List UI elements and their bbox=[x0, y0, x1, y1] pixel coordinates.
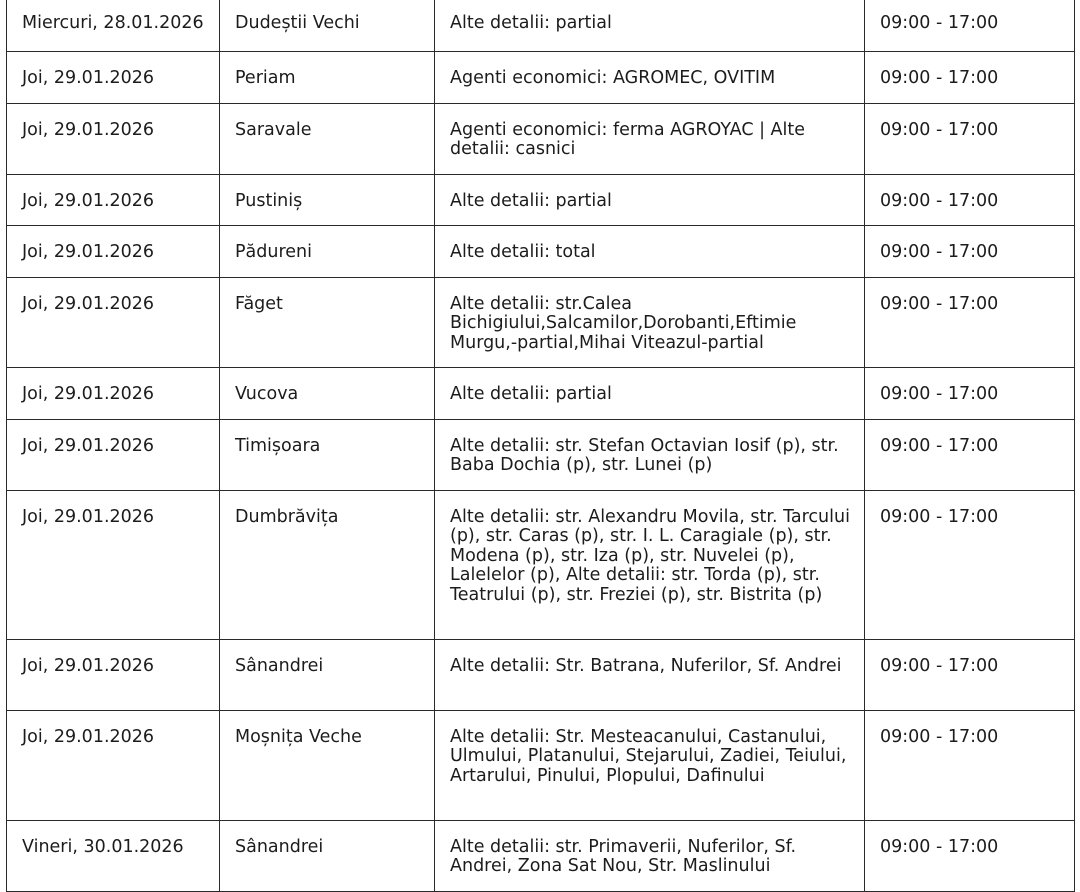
location-cell: Sânandrei bbox=[220, 820, 435, 891]
table-row bbox=[7, 639, 1075, 710]
hours-cell: 09:00 - 17:00 bbox=[865, 52, 1075, 104]
hours-cell: 09:00 - 17:00 bbox=[865, 490, 1075, 639]
location-cell: Pădureni bbox=[220, 226, 435, 278]
date-cell: Joi, 29.01.2026 bbox=[7, 639, 220, 710]
date-cell: Joi, 29.01.2026 bbox=[7, 103, 220, 174]
hours-cell: 09:00 - 17:00 bbox=[865, 103, 1075, 174]
date-cell: Joi, 29.01.2026 bbox=[7, 174, 220, 226]
details-cell: Alte detalii: partial bbox=[435, 0, 865, 52]
location-cell: Periam bbox=[220, 52, 435, 104]
hours-cell: 09:00 - 17:00 bbox=[865, 419, 1075, 490]
location-cell: Dudeștii Vechi bbox=[220, 0, 435, 52]
details-cell: Alte detalii: Str. Mesteacanului, Castanului, Ulmului, Platanului, Stejarului, Zadiei, Teiului, Artarului, Pinului, Plopului, Dafinului bbox=[435, 710, 865, 820]
details-cell: Alte detalii: partial bbox=[435, 174, 865, 226]
details-cell: Alte detalii: str. Primaverii, Nuferilor, Sf. Andrei, Zona Sat Nou, Str. Maslinului bbox=[435, 820, 865, 891]
table-row bbox=[7, 490, 1075, 639]
table-row bbox=[7, 0, 1075, 52]
date-cell: Joi, 29.01.2026 bbox=[7, 490, 220, 639]
hours-cell: 09:00 - 17:00 bbox=[865, 226, 1075, 278]
table-row bbox=[7, 419, 1075, 490]
details-cell: Agenti economici: AGROMEC, OVITIM bbox=[435, 52, 865, 104]
table-row bbox=[7, 103, 1075, 174]
date-cell: Joi, 29.01.2026 bbox=[7, 368, 220, 420]
location-cell: Pustiniș bbox=[220, 174, 435, 226]
hours-cell: 09:00 - 17:00 bbox=[865, 0, 1075, 52]
date-cell: Miercuri, 28.01.2026 bbox=[7, 0, 220, 52]
table-row bbox=[7, 820, 1075, 891]
details-cell: Alte detalii: Str. Batrana, Nuferilor, Sf. Andrei bbox=[435, 639, 865, 710]
table-row bbox=[7, 277, 1075, 368]
outage-schedule-table bbox=[6, 0, 1075, 892]
location-cell: Făget bbox=[220, 277, 435, 368]
details-cell: Alte detalii: str.Calea Bichigiului,Salcamilor,Dorobanti,Eftimie Murgu,-partial,Mihai Viteazul-partial bbox=[435, 277, 865, 368]
details-cell: Agenti economici: ferma AGROYAC | Alte detalii: casnici bbox=[435, 103, 865, 174]
location-cell: Timișoara bbox=[220, 419, 435, 490]
hours-cell: 09:00 - 17:00 bbox=[865, 174, 1075, 226]
hours-cell: 09:00 - 17:00 bbox=[865, 710, 1075, 820]
table-row bbox=[7, 710, 1075, 820]
location-cell: Dumbrăvița bbox=[220, 490, 435, 639]
details-cell: Alte detalii: partial bbox=[435, 368, 865, 420]
hours-cell: 09:00 - 17:00 bbox=[865, 820, 1075, 891]
hours-cell: 09:00 - 17:00 bbox=[865, 277, 1075, 368]
location-cell: Moșnița Veche bbox=[220, 710, 435, 820]
date-cell: Joi, 29.01.2026 bbox=[7, 226, 220, 278]
date-cell: Vineri, 30.01.2026 bbox=[7, 820, 220, 891]
location-cell: Saravale bbox=[220, 103, 435, 174]
details-cell: Alte detalii: str. Stefan Octavian Iosif (p), str. Baba Dochia (p), str. Lunei (p) bbox=[435, 419, 865, 490]
table-row bbox=[7, 52, 1075, 104]
table-row bbox=[7, 368, 1075, 420]
date-cell: Joi, 29.01.2026 bbox=[7, 419, 220, 490]
table-row bbox=[7, 226, 1075, 278]
date-cell: Joi, 29.01.2026 bbox=[7, 710, 220, 820]
hours-cell: 09:00 - 17:00 bbox=[865, 639, 1075, 710]
details-cell: Alte detalii: total bbox=[435, 226, 865, 278]
date-cell: Joi, 29.01.2026 bbox=[7, 277, 220, 368]
hours-cell: 09:00 - 17:00 bbox=[865, 368, 1075, 420]
details-cell: Alte detalii: str. Alexandru Movila, str. Tarcului (p), str. Caras (p), str. I. L. Caragiale (p), str. Modena (p), str. Iza (p), str. Nuvelei (p), Lalelelor (p), Alte detalii: str. Torda (p), str. Teatrului (p), str. Freziei (p), str. Bistrita (p) bbox=[435, 490, 865, 639]
table-body bbox=[7, 0, 1075, 891]
location-cell: Vucova bbox=[220, 368, 435, 420]
date-cell: Joi, 29.01.2026 bbox=[7, 52, 220, 104]
table-row bbox=[7, 174, 1075, 226]
location-cell: Sânandrei bbox=[220, 639, 435, 710]
